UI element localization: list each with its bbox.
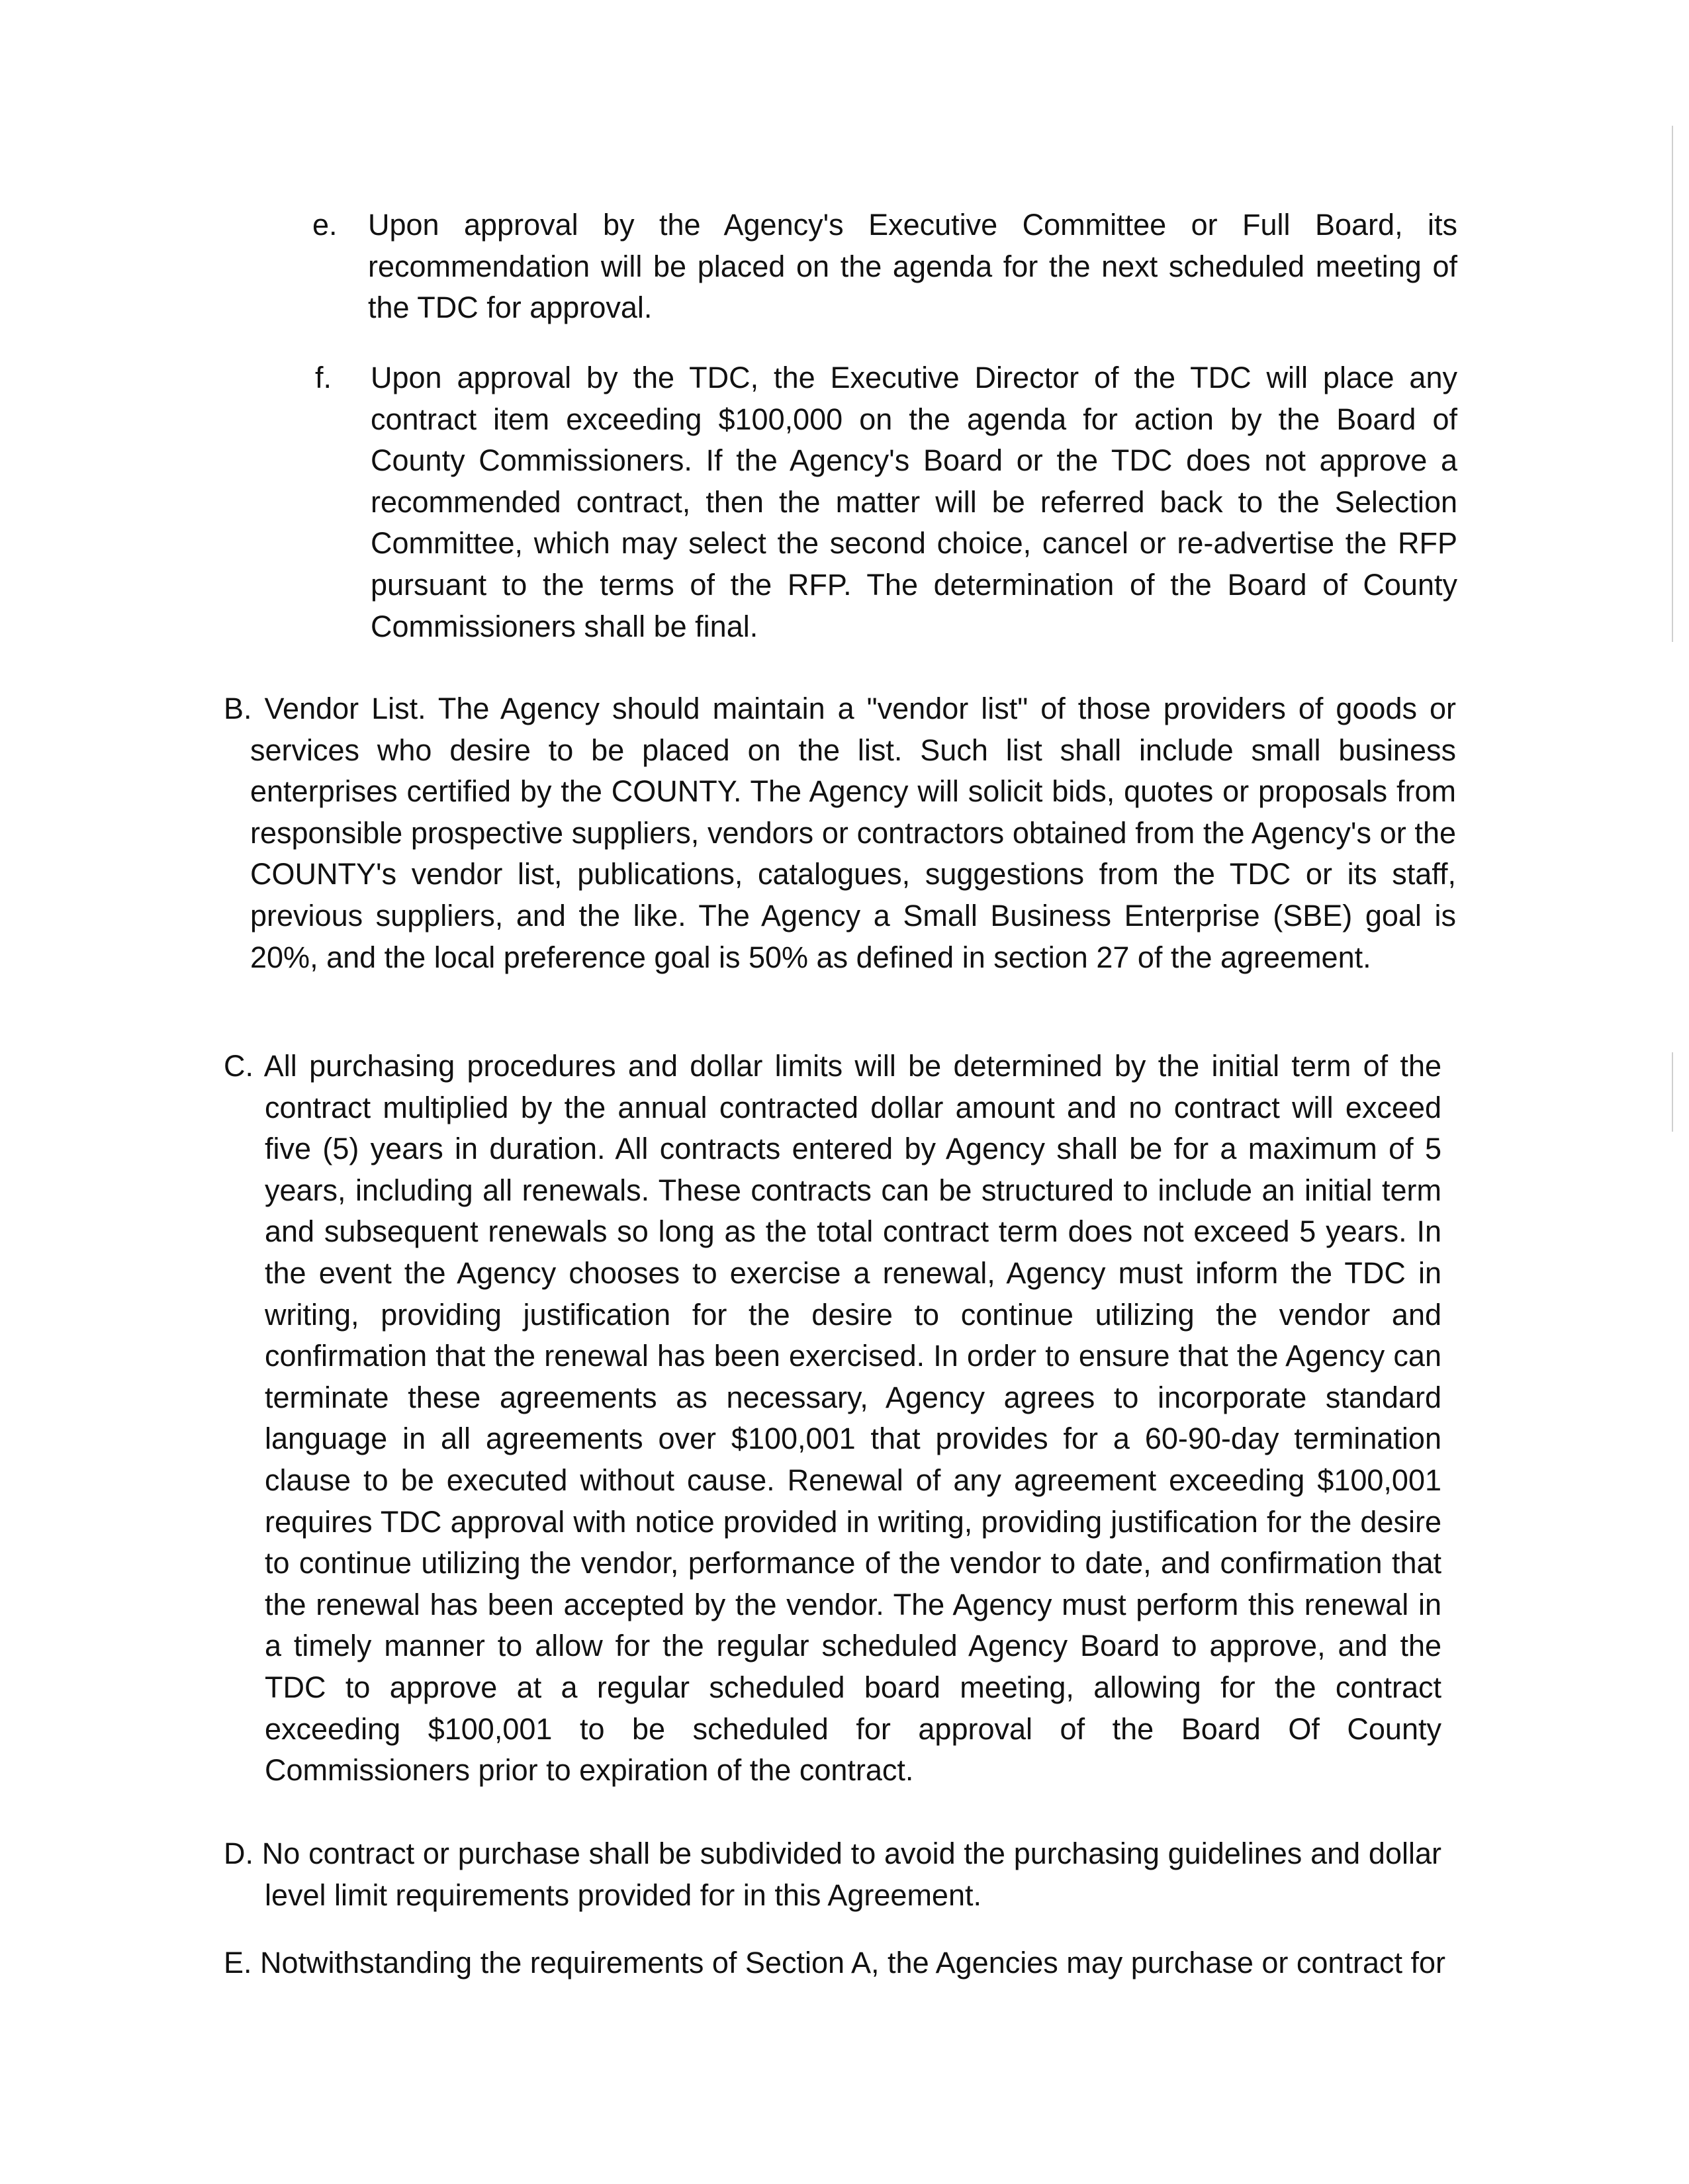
subitem-f [312, 357, 1457, 647]
subitem-e-marker: e. [312, 208, 338, 242]
section-b-vendor-list [224, 688, 1456, 978]
section-b-text: B. Vendor List. The Agency should maintain a "vendor list" of those providers of goods or services who desire to be placed on the list. Such list shall include small business enterprises certified by the COUNTY. The Agency will solicit bids, quotes or proposals from responsible prospective suppliers, vendors or contractors obtained from the Agency's or the COUNTY's vendor list, publications, catalogues, suggestions from the TDC or its staff, previous suppliers, and the like. The Agency a Small Business Enterprise (SBE) goal is 20%, and the local preference goal is 50% as defined in section 27 of the agreement. [224, 692, 1456, 974]
subitem-e [312, 205, 1457, 329]
subitem-f-text: Upon approval by the TDC, the Executive Director of the TDC will place any contract item exceeding $100,000 on the agenda for action by the Board of County Commissioners. If the Agency's Board or the TDC does not approve a recommended contract, then the matter will be referred back to the Selection Committee, which may select the second choice, cancel or re-advertise the RFP pursuant to the terms of the RFP. The determination of the Board of County Commissioners shall be final. [371, 361, 1457, 643]
section-c-text: C. All purchasing procedures and dollar limits will be determined by the initial term of the contract multiplied by the annual contracted dollar amount and no contract will exceed five (5) years in duration. All contracts entered by Agency shall be for a maximum of 5 years, including all renewals. These contracts can be structured to include an initial term and subsequent renewals so long as the total contract term does not exceed 5 years. In the event the Agency chooses to exercise a renewal, Agency must inform the TDC in writing, providing justification for the desire to continue utilizing the vendor and confirmation that the renewal has been exercised. In order to ensure that the Agency can terminate these agreements as necessary, Agency agrees to incorporate standard language in all agreements over $100,001 that provides for a 60-90-day termination clause to be executed without cause. Renewal of any agreement exceeding $100,001 requires TDC approval with notice provided in writing, providing justification for the desire to continue utilizing the vendor, performance of the vendor to date, and confirmation that the renewal has been accepted by the vendor. The Agency must perform this renewal in a timely manner to allow for the regular scheduled Agency Board to approve, and the TDC to approve at a regular scheduled board meeting, allowing for the contract exceeding $100,001 to be scheduled for approval of the Board Of County Commissioners prior to expiration of the contract. [224, 1049, 1441, 1788]
subitem-e-text: Upon approval by the Agency's Executive Committee or Full Board, its recommendation will be placed on the agenda for the next scheduled meeting of the TDC for approval. [368, 208, 1457, 325]
section-d-text: D. No contract or purchase shall be subdivided to avoid the purchasing guidelines and dollar level limit requirements provided for in this Agreement. [224, 1837, 1441, 1912]
section-d-no-subdivision [224, 1833, 1441, 1916]
subitem-f-marker: f. [315, 361, 332, 394]
section-e-notwithstanding [224, 1942, 1468, 1984]
scan-edge-mark [1672, 126, 1673, 642]
section-e-text: E. Notwithstanding the requirements of Section A, the Agencies may purchase or contract for [224, 1946, 1445, 1979]
section-c-purchasing-procedures [224, 1046, 1441, 1792]
scan-edge-mark [1672, 1052, 1673, 1132]
